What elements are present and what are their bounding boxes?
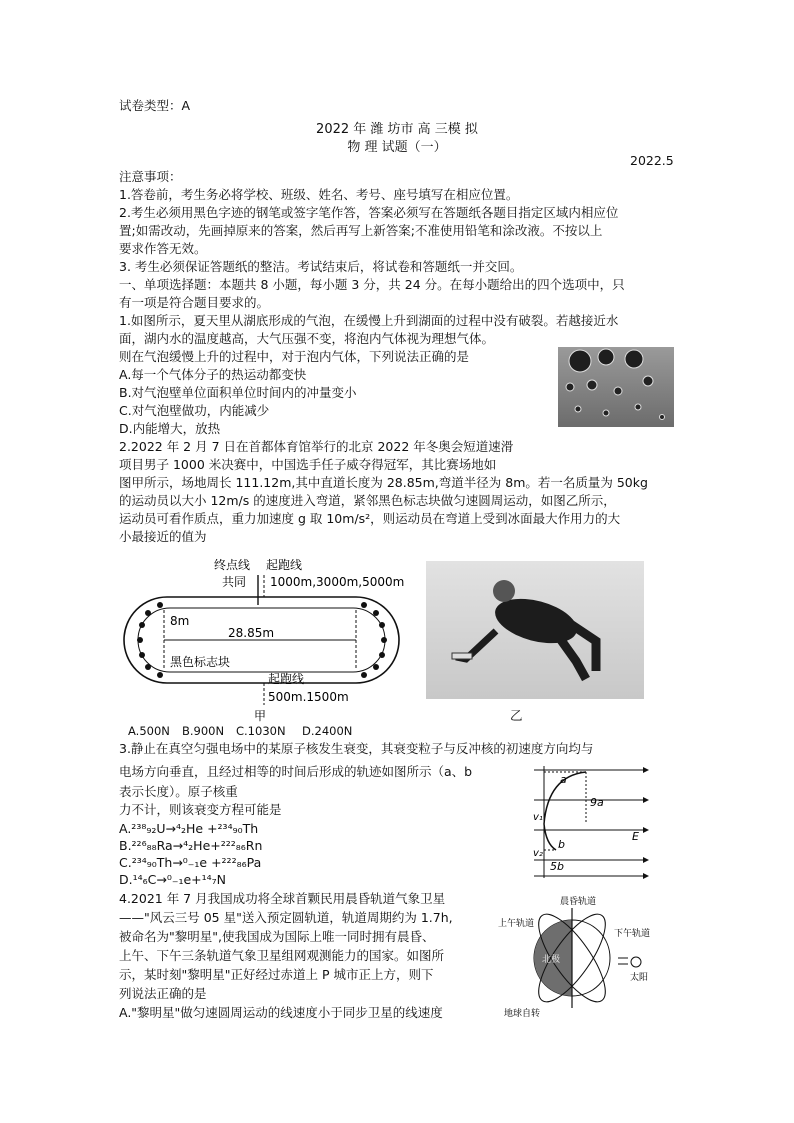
- option-c: C.对气泡壁做功，内能减少: [119, 403, 270, 418]
- start-distance-label: 500m.1500m: [268, 690, 349, 704]
- decay-trajectory-diagram: [528, 762, 654, 882]
- paper-type: 试卷类型：A: [119, 98, 191, 113]
- exam-date: 2022.5: [630, 153, 674, 168]
- option-a: A.²³⁸₉₂U→⁴₂He +²³⁴₉₀Th: [119, 821, 259, 836]
- question-text: 被命名为"黎明星",使我国成为国际上唯一同时拥有晨昏、: [119, 929, 435, 944]
- section-heading: 有一项是符合题目要求的。: [119, 295, 270, 310]
- question-text: 列说法正确的是: [119, 986, 207, 1001]
- option-b: B.²²⁶₈₈Ra→⁴₂He+²²²₈₆Rn: [119, 838, 263, 853]
- length-9a-label: 9a: [590, 796, 604, 809]
- radius-label: 8m: [170, 614, 190, 628]
- question-text: 的运动员以大小 12m/s 的速度进入弯道，紧邻黑色标志块做匀速圆周运动，如图乙所示，: [119, 493, 616, 508]
- question-text: 面，湖内水的温度越高，大气压强不变，将泡内气体视为理想气体。: [119, 331, 495, 346]
- morning-orbit-label: 上午轨道: [498, 919, 535, 929]
- start-line-label: 起跑线: [266, 558, 303, 572]
- option-c: C.1030N: [236, 724, 286, 738]
- question-text: 4.2021 年 7 月我国成功将全球首颗民用晨昏轨道气象卫星: [119, 891, 446, 906]
- option-b: B.对气泡壁单位面积单位时间内的冲量变小: [119, 385, 357, 400]
- note-line: 2.考生必须用黑色字迹的钢笔或签字笔作答，答案必须写在答题纸各题目指定区域内相应位: [119, 205, 619, 220]
- question-text: 2.2022 年 2 月 7 日在首都体育馆举行的北京 2022 年冬奥会短道速滑: [119, 439, 514, 454]
- option-d: D.内能增大，放热: [119, 421, 221, 436]
- length-a-label: a: [560, 773, 567, 786]
- option-a: A.每一个气体分子的热运动都变快: [119, 367, 307, 382]
- velocity-v2-label: v₂: [533, 848, 543, 859]
- notes-heading: 注意事项：: [119, 169, 182, 184]
- option-c: C.²³⁴₉₀Th→⁰₋₁e +²²²₈₆Pa: [119, 855, 262, 870]
- option-d: D.2400N: [302, 724, 353, 738]
- question-text: 1.如图所示，夏天里从湖底形成的气泡，在缓慢上升到湖面的过程中没有破裂。若越接近水: [119, 313, 619, 328]
- straight-length-label: 28.85m: [228, 626, 275, 640]
- question-text: 小最接近的值为: [119, 529, 207, 544]
- exam-subtitle: 物 理 试题（一）: [347, 140, 447, 155]
- start-line-label: 起跑线: [268, 672, 305, 686]
- section-heading: 一、单项选择题：本题共 8 小题，每小题 3 分，共 24 分。在每小题给出的四个选项中，只: [119, 277, 625, 292]
- field-e-label: E: [632, 830, 639, 843]
- question-text: ——"风云三号 05 星"送入预定圆轨道，轨道周期约为 1.7h,: [119, 910, 453, 925]
- figure-caption: 乙: [510, 708, 523, 723]
- option-a: A.500N: [128, 724, 170, 738]
- figure-caption: 甲: [254, 709, 267, 723]
- option-a: A."黎明星"做匀速圆周运动的线速度小于同步卫星的线速度: [119, 1005, 443, 1020]
- skater-photo: [426, 561, 644, 699]
- option-b: B.900N: [182, 724, 225, 738]
- question-text: 电场方向垂直，且经过相等的时间后形成的轨迹如图所示（a、b: [119, 764, 473, 779]
- earth-rotation-label: 地球自转: [504, 1009, 541, 1019]
- finish-line-label: 终点线: [214, 558, 251, 572]
- length-b-label: b: [558, 838, 565, 851]
- note-line: 3. 考生必须保证答题纸的整洁。考试结束后，将试卷和答题纸一并交回。: [119, 259, 523, 274]
- question-text: 则在气泡缓慢上升的过程中，对于泡内气体，下列说法正确的是: [119, 349, 470, 364]
- question-text: 3.静止在真空匀强电场中的某原子核发生衰变，其衰变粒子与反冲核的初速度方向均与: [119, 741, 594, 756]
- afternoon-orbit-label: 下午轨道: [614, 929, 651, 939]
- note-line: 要求作答无效。: [119, 241, 207, 256]
- note-line: 置;如需改动，先画掉原来的答案，然后再写上新答案;不准使用铅笔和涂改液。不按以上: [119, 223, 603, 238]
- track-diagram: [118, 555, 418, 725]
- black-block-label: 黑色标志块: [170, 655, 231, 669]
- question-text: 图甲所示，场地周长 111.12m,其中直道长度为 28.85m,弯道半径为 8m。若一名质量为 50kg: [119, 475, 648, 490]
- question-text: 运动员可看作质点，重力加速度 g 取 10m/s²，则运动员在弯道上受到冰面最大作用力的大: [119, 511, 621, 526]
- question-text: 示，某时刻"黎明星"正好经过赤道上 P 城市正上方，则下: [119, 967, 434, 982]
- question-text: 表示长度）。原子核重: [119, 784, 238, 799]
- dawn-orbit-label: 晨昏轨道: [560, 897, 597, 907]
- velocity-v1-label: v₁: [533, 812, 543, 823]
- question-text: 上午、下午三条轨道气象卫星组网观测能力的国家。如图所: [119, 948, 445, 963]
- question-text: 项目男子 1000 米决赛中，中国选手任子威夺得冠军，其比赛场地如: [119, 457, 497, 472]
- north-pole-label: 北极: [542, 955, 561, 965]
- exam-title: 2022 年 潍 坊市 高 三模 拟: [316, 122, 478, 137]
- orbit-diagram: [496, 892, 662, 1020]
- option-d: D.¹⁴₆C→⁰₋₁e+¹⁴₇N: [119, 872, 227, 887]
- note-line: 1.答卷前，考生务必将学校、班级、姓名、考号、座号填写在相应位置。: [119, 187, 519, 202]
- length-5b-label: 5b: [550, 860, 564, 873]
- start-distance-label: 1000m,3000m,5000m: [270, 575, 405, 589]
- common-label: 共同: [222, 575, 247, 589]
- bubbles-photo: [558, 347, 674, 427]
- sun-label: 太阳: [630, 973, 649, 983]
- question-text: 力不计，则该衰变方程可能是: [119, 802, 282, 817]
